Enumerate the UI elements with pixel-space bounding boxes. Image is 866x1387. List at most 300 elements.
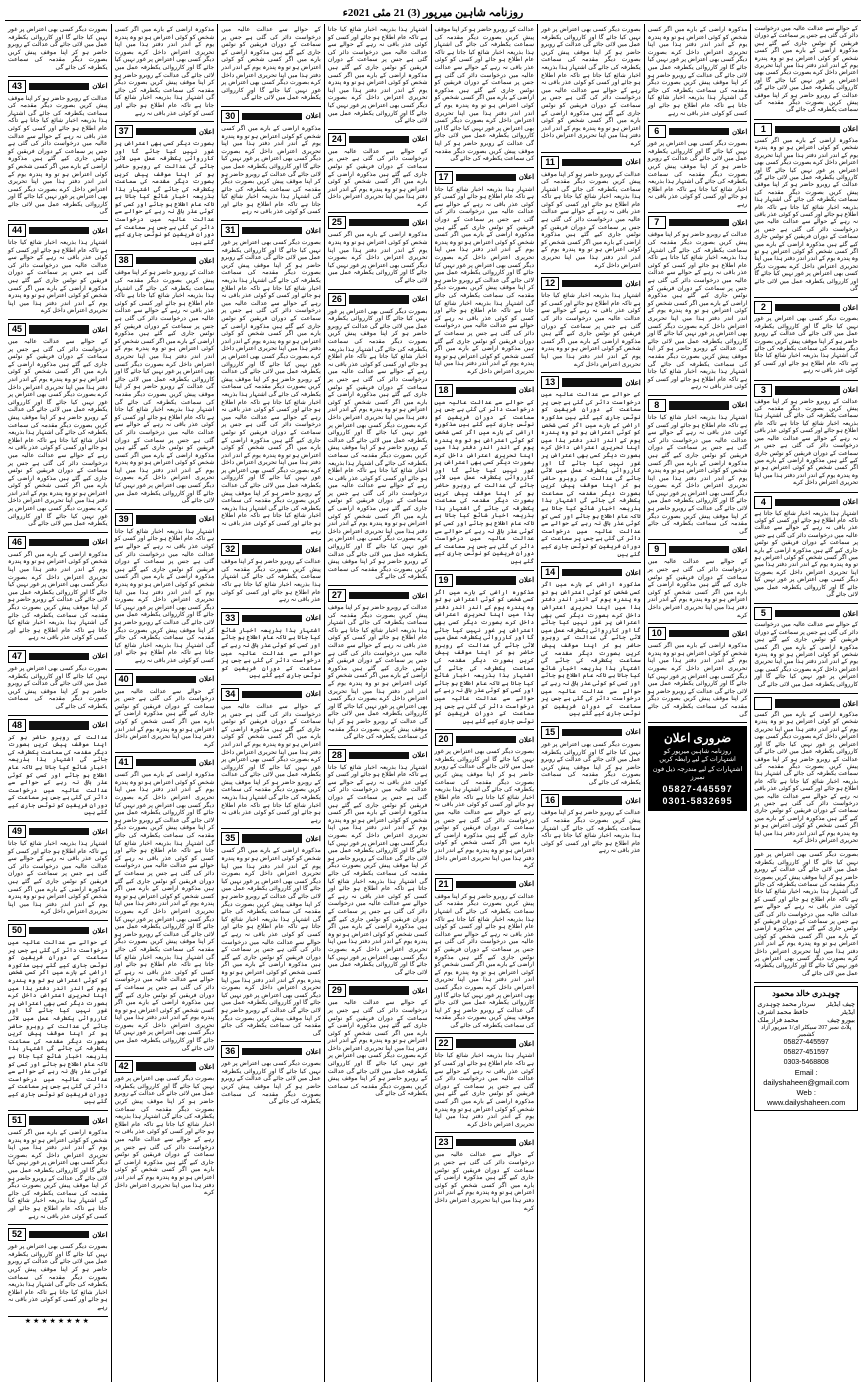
article-block[interactable] [754,298,858,380]
article-body: مذکورہ اراضی کے بارے میں اگر کسی شخص کو کوئی اعتراض ہو تو وہ پندرہ یوم کے اندر اندر دفتر ہذا میں اپنا تحریری اعتراض داخل کرے بصورت دیگر کسی بھی اعتراض پر غور نہیں کیا جائے گا اور کارروائی یکطرفہ عمل میں لائی جائے گی عدالت کے روبرو حاضر ہو کر اپنا موقف پیش کریں بصورت دیگر مقدمہ کی سماعت یکطرفہ کی جائے گی اشتہار ہذا بذریعہ اخبار شائع کیا جاتا ہے تاکہ عام اطلاع ہو جائے اور کسی کو کوئی عذر باقی نہ رہے کے حوالے سے عدالت عالیہ میں درخواست دائر کی گئی ہے جس پر سماعت کے دوران فریقین کو نوٹس جاری کیے گئے ہیں مذکورہ اراضی کے بارے میں اگر کسی شخص کو کوئی اعتراض ہو تو وہ پندرہ یوم کے اندر اندر دفتر ہذا میں اپنا تحریری اعتراض داخل کرے بصورت دیگر کسی بھی اعتراض پر غور نہیں کیا جائے گا اور کارروائی یکطرفہ عمل میں لائی جائے گی عدالت کے روبرو حاضر ہو کر اپنا موقف پیش کریں بصورت دیگر مقدمہ کی سماعت یکطرفہ کی جائے گی اشتہار ہذا بذریعہ اخبار شائع کیا جاتا ہے تاکہ عام اطلاع ہو جائے اور کسی کو کوئی عذر باقی نہ رہے کے حوالے سے عدالت عالیہ میں درخواست دائر کی گئی ہے جس پر سماعت کے دوران فریقین کو نوٹس جاری کیے گئے ہیں مذکورہ اراضی کے بارے میں اگر کسی شخص کو کوئی اعتراض ہو تو وہ پندرہ یوم کے اندر اندر دفتر ہذا میں اپنا تحریری اعتراض داخل کرے بصورت دیگر کسی بھی اعتراض پر غور نہیں کیا جائے گا اور کارروائی یکطرفہ عمل میں لائی جائے گی [114,771,215,1052]
article-block[interactable] [8,921,108,1111]
article-block[interactable] [754,493,858,605]
article-block[interactable] [221,829,321,1042]
article-tagline: اعلان [92,926,108,935]
article-tagline: اعلان [305,614,321,623]
article-tagline: اعلان [92,1116,108,1125]
article-headline [8,924,108,937]
article-block[interactable] [648,24,748,122]
article-body: کے حوالے سے عدالت عالیہ میں درخواست دائر کی گئی ہے جس پر سماعت کے دوران فریقین کو نوٹس جاری کیے گئے ہیں مذکورہ اراضی کے بارے میں اگر کسی شخص کو کوئی اعتراض ہو تو وہ پندرہ یوم کے اندر اندر دفتر ہذا میں اپنا تحریری اعتراض داخل کرے بصورت دیگر کسی بھی اعتراض پر غور نہیں کیا جائے گا اور کارروائی یکطرفہ عمل میں لائی جائے گی عدالت کے روبرو حاضر ہو کر اپنا موقف پیش کریں بصورت دیگر مقدمہ کی سماعت یکطرفہ کی جائے گی اشتہار ہذا بذریعہ اخبار شائع کیا جاتا ہے تاکہ عام اطلاع ہو جائے اور کسی کو کوئی عذر باقی نہ رہے [221,702,321,824]
article-body: اشتہار ہذا بذریعہ اخبار شائع کیا جاتا ہے تاکہ عام اطلاع ہو جائے اور کسی کو کوئی عذر باقی نہ رہے کے حوالے سے عدالت عالیہ میں درخواست دائر کی گئی ہے جس پر سماعت کے دوران فریقین کو نوٹس جاری کیے گئے ہیں مذکورہ اراضی کے بارے میں اگر کسی شخص کو کوئی اعتراض ہو تو وہ پندرہ یوم کے اندر اندر دفتر ہذا میں اپنا تحریری اعتراض داخل کرے بصورت دیگر کسی بھی اعتراض پر غور نہیں کیا جائے گا اور کارروائی یکطرفہ عمل میں لائی جائے گی [754,510,858,598]
article-block[interactable] [328,130,428,214]
article-tagline: اعلان [842,609,858,618]
article-block[interactable] [115,251,215,509]
article-block[interactable] [328,586,428,746]
headline-bar [456,387,516,394]
article-number: 23 [435,1136,453,1149]
article-tagline: اعلان [625,796,641,805]
article-headline [115,1060,215,1073]
article-number: 45 [8,323,26,336]
article-block[interactable] [8,647,108,716]
article-block[interactable] [435,1034,535,1133]
article-tagline: اعلان [412,986,428,995]
col-8 [5,24,111,1382]
article-block[interactable] [328,24,428,130]
article-block[interactable] [754,120,858,299]
article-block[interactable] [435,381,535,571]
article-body: مذکورہ اراضی کے بارے میں اگر کسی شخص کو کوئی اعتراض ہو تو وہ پندرہ یوم کے اندر اندر دفتر ہذا میں اپنا تحریری اعتراض داخل کرے بصورت دیگر کسی بھی اعتراض پر غور نہیں کیا جائے گا اور کارروائی یکطرفہ عمل میں لائی جائے گی عدالت کے روبرو حاضر ہو کر اپنا موقف پیش کریں بصورت دیگر مقدمہ کی سماعت یکطرفہ کی جائے گی اشتہار ہذا بذریعہ اخبار شائع کیا جاتا ہے تاکہ عام اطلاع ہو جائے اور کسی کو کوئی عذر باقی نہ رہے کے حوالے سے عدالت عالیہ میں درخواست دائر کی گئی ہے جس پر سماعت کے دوران فریقین کو نوٹس جاری کیے گئے ہیں مذکورہ اراضی کے بارے میں اگر کسی شخص کو کوئی اعتراض ہو تو وہ پندرہ یوم کے اندر اندر دفتر ہذا میں اپنا تحریری اعتراض داخل کرے [754,712,858,844]
article-number: 47 [8,650,26,663]
article-headline [328,133,428,146]
article-block[interactable] [648,213,748,395]
article-block[interactable] [221,221,321,540]
article-block[interactable] [221,24,321,107]
article-block[interactable] [221,1042,321,1110]
article-tagline: اعلان [518,576,535,585]
printer-name: چوہدری خالد محمود [772,989,841,999]
headline-bar [136,759,196,766]
article-headline [754,123,858,136]
headline-bar [456,736,516,743]
article-tagline: اعلان [518,735,535,744]
masthead [5,4,861,21]
imprint-email[interactable]: Email : dailyshaheen@gmail.com [763,1068,850,1088]
headline-bar [29,1231,89,1238]
headline-bar [456,576,516,585]
headline-bar [562,729,622,736]
article-headline [435,574,535,587]
article-tagline: اعلان [412,591,428,600]
article-headline [435,733,535,746]
article-tagline: اعلان [731,401,748,410]
article-number: 48 [8,719,26,732]
article-block[interactable] [435,571,535,731]
article-headline [541,794,641,807]
article-body: بصورت دیگر کسی بھی اعتراض پر غور نہیں کیا جائے گا اور کارروائی یکطرفہ عمل میں لائی جائے گی عدالت کے روبرو حاضر ہو کر اپنا موقف پیش کریں بصورت دیگر مقدمہ کی سماعت یکطرفہ کی جائے گی [541,740,641,786]
article-block[interactable] [541,563,641,723]
article-headline [8,1228,108,1241]
article-body: اشتہار ہذا بذریعہ اخبار شائع کیا جاتا ہے تاکہ عام اطلاع ہو جائے اور کسی کو کوئی عذر باقی نہ رہے کے حوالے سے عدالت عالیہ میں درخواست دائر کی گئی ہے جس پر سماعت کے دوران فریقین کو نوٹس جاری کیے گئے ہیں [221,626,321,680]
article-number: 22 [435,1037,453,1050]
article-tagline: اعلان [412,751,428,760]
article-headline [328,749,428,762]
article-block[interactable] [328,746,428,982]
article-body: بصورت دیگر کسی بھی اعتراض پر غور نہیں کیا جائے گا اور کارروائی یکطرفہ عمل میں لائی جائے گی عدالت کے روبرو حاضر ہو کر اپنا موقف پیش کریں بصورت دیگر مقدمہ کی سماعت یکطرفہ کی جائے گی [221,1060,321,1106]
article-body: مذکورہ اراضی کے بارے میں اگر کسی شخص کو کوئی اعتراض ہو تو وہ پندرہ یوم کے اندر اندر دفتر ہذا میں اپنا تحریری اعتراض داخل کرے بصورت دیگر کسی بھی اعتراض پر غور نہیں کیا جائے گا اور کارروائی یکطرفہ عمل میں لائی جائے گی عدالت کے روبرو حاضر ہو کر اپنا موقف پیش کریں بصورت دیگر مقدمہ کی سماعت یکطرفہ کی جائے گی اشتہار ہذا بذریعہ اخبار شائع کیا جاتا ہے تاکہ عام اطلاع ہو جائے اور کسی کو کوئی عذر باقی نہ رہے کے حوالے سے عدالت عالیہ میں درخواست دائر کی گئی ہے جس پر سماعت کے دوران فریقین کو نوٹس جاری کیے گئے ہیں [434,588,535,725]
article-headline [541,156,641,169]
article-body: اشتہار ہذا بذریعہ اخبار شائع کیا جاتا ہے تاکہ عام اطلاع ہو جائے اور کسی کو کوئی عذر باقی نہ رہے کے حوالے سے عدالت عالیہ میں درخواست دائر کی گئی ہے جس پر سماعت کے دوران فریقین کو نوٹس جاری کیے گئے ہیں مذکورہ اراضی کے بارے میں اگر کسی شخص کو کوئی اعتراض ہو تو وہ پندرہ یوم کے اندر اندر دفتر ہذا میں اپنا تحریری اعتراض داخل کرے [8,239,108,315]
article-block[interactable] [754,694,858,850]
article-tagline: اعلان [625,279,641,288]
article-number: 29 [328,984,346,997]
article-body: عدالت کے روبرو حاضر ہو کر اپنا موقف پیش کریں بصورت دیگر مقدمہ کی سماعت یکطرفہ کی جائے گی اشتہار ہذا بذریعہ اخبار شائع کیا جاتا ہے تاکہ عام اطلاع ہو جائے اور کسی کو کوئی عذر باقی نہ رہے کے حوالے سے عدالت عالیہ میں درخواست دائر کی گئی ہے جس پر سماعت کے دوران فریقین کو نوٹس جاری کیے گئے ہیں مذکورہ اراضی کے بارے میں اگر کسی شخص کو کوئی اعتراض ہو تو وہ پندرہ یوم کے اندر اندر دفتر ہذا میں اپنا تحریری اعتراض داخل کرے بصورت دیگر کسی بھی اعتراض پر غور نہیں کیا جائے گا اور کارروائی یکطرفہ عمل میں لائی جائے گی [8,94,108,216]
article-body: کے حوالے سے عدالت عالیہ میں درخواست دائر کی گئی ہے جس پر سماعت کے دوران فریقین کو نوٹس جاری کیے گئے ہیں مذکورہ اراضی کے بارے میں اگر کسی شخص کو کوئی اعتراض ہو تو وہ پندرہ یوم کے اندر اندر دفتر ہذا میں اپنا تحریری اعتراض داخل کرے [434,1151,535,1212]
article-headline [115,254,215,267]
article-tagline: اعلان [92,538,108,547]
headline-bar [669,630,729,637]
article-number: 15 [541,726,559,739]
article-body: اشتہار ہذا بذریعہ اخبار شائع کیا جاتا ہے تاکہ عام اطلاع ہو جائے اور کسی کو کوئی عذر باقی نہ رہے کے حوالے سے عدالت عالیہ میں درخواست دائر کی گئی ہے جس پر سماعت کے دوران فریقین کو نوٹس جاری کیے گئے ہیں مذکورہ اراضی کے بارے میں اگر کسی شخص کو کوئی اعتراض ہو تو وہ پندرہ یوم کے اندر اندر دفتر ہذا میں اپنا تحریری اعتراض داخل کرے [434,1052,535,1128]
article-block[interactable] [754,604,858,694]
article-body: اشتہار ہذا بذریعہ اخبار شائع کیا جاتا ہے تاکہ عام اطلاع ہو جائے اور کسی کو کوئی عذر باقی نہ رہے کے حوالے سے عدالت عالیہ میں درخواست دائر کی گئی ہے جس پر سماعت کے دوران فریقین کو نوٹس جاری کیے گئے ہیں مذکورہ اراضی کے بارے میں اگر کسی شخص کو کوئی اعتراض ہو تو وہ پندرہ یوم کے اندر اندر دفتر ہذا میں اپنا تحریری اعتراض داخل کرے [541,292,641,368]
article-body: بصورت دیگر کسی بھی اعتراض پر غور نہیں کیا جائے گا اور کارروائی یکطرفہ عمل میں لائی جائے گی عدالت کے روبرو حاضر ہو کر اپنا موقف پیش کریں بصورت دیگر مقدمہ کی سماعت یکطرفہ کی جائے گی اشتہار ہذا بذریعہ اخبار شائع کیا جاتا ہے تاکہ عام اطلاع ہو جائے اور کسی کو کوئی عذر باقی نہ رہے [754,316,858,375]
article-headline [754,697,858,710]
article-body: عدالت کے روبرو حاضر ہو کر اپنا موقف پیش کریں بصورت دیگر مقدمہ کی سماعت یکطرفہ کی جائے گی اشتہار ہذا بذریعہ اخبار شائع کیا جاتا ہے تاکہ عام اطلاع ہو جائے اور کسی کو کوئی عذر باقی نہ رہے کے حوالے سے عدالت عالیہ میں درخواست دائر کی گئی ہے جس پر سماعت کے دوران فریقین کو نوٹس جاری کیے گئے ہیں [8,733,108,817]
article-headline [221,543,321,556]
article-block[interactable] [221,609,321,685]
article-block[interactable] [221,107,321,221]
article-headline [8,1114,108,1127]
urgent-notice-phone-1[interactable]: 05827-445597 [662,784,733,795]
article-block[interactable] [541,153,641,275]
article-tagline: اعلان [731,629,748,638]
article-tagline: اعلان [198,515,215,524]
article-body: اشتہار ہذا بذریعہ اخبار شائع کیا جاتا ہے تاکہ عام اطلاع ہو جائے اور کسی کو کوئی عذر باقی نہ رہے کے حوالے سے عدالت عالیہ میں درخواست دائر کی گئی ہے جس پر سماعت کے دوران فریقین کو نوٹس جاری کیے گئے ہیں مذکورہ اراضی کے بارے میں اگر کسی شخص کو کوئی اعتراض ہو تو وہ پندرہ یوم کے اندر اندر دفتر ہذا میں اپنا تحریری اعتراض داخل کرے بصورت دیگر کسی بھی اعتراض پر غور نہیں کیا جائے گا اور کارروائی یکطرفہ عمل میں لائی جائے گی عدالت کے روبرو حاضر ہو کر اپنا موقف پیش کریں بصورت دیگر مقدمہ کی سماعت یکطرفہ کی جائے گی [647,413,748,535]
article-headline [221,688,321,701]
article-number: 20 [435,733,453,746]
headline-bar [669,546,729,553]
imprint-website[interactable]: Web : www.dailyshaheen.com [767,1088,846,1108]
article-headline [328,984,428,997]
headline-bar [456,1139,516,1146]
article-block[interactable] [541,723,641,792]
article-number: 18 [435,384,453,397]
article-body: عدالت کے روبرو حاضر ہو کر اپنا موقف پیش کریں بصورت دیگر مقدمہ کی سماعت یکطرفہ کی جائے گی اشتہار ہذا بذریعہ اخبار شائع کیا جاتا ہے تاکہ عام اطلاع ہو جائے اور کسی کو کوئی عذر باقی نہ رہے کے حوالے سے عدالت عالیہ میں درخواست دائر کی گئی ہے جس پر سماعت کے دوران فریقین کو نوٹس جاری کیے گئے ہیں مذکورہ اراضی کے بارے میں اگر کسی شخص کو کوئی اعتراض ہو تو وہ پندرہ یوم کے اندر اندر دفتر ہذا میں اپنا تحریری اعتراض داخل کرے بصورت دیگر کسی بھی اعتراض پر غور نہیں کیا جائے گا اور کارروائی یکطرفہ عمل میں لائی جائے گی عدالت کے روبرو حاضر ہو کر اپنا موقف پیش کریں بصورت دیگر مقدمہ کی سماعت یکطرفہ کی جائے گی اشتہار ہذا بذریعہ اخبار شائع کیا جاتا ہے تاکہ عام اطلاع ہو جائے اور کسی کو کوئی عذر باقی نہ رہے [647,231,748,391]
article-number: 44 [8,224,26,237]
article-number: 14 [541,566,559,579]
article-block[interactable] [8,24,108,77]
headline-bar [242,691,302,698]
article-body: عدالت کے روبرو حاضر ہو کر اپنا موقف پیش کریں بصورت دیگر مقدمہ کی سماعت یکطرفہ کی جائے گی اشتہار ہذا بذریعہ اخبار شائع کیا جاتا ہے تاکہ عام اطلاع ہو جائے اور کسی کو کوئی عذر باقی نہ رہے کے حوالے سے عدالت عالیہ میں درخواست دائر کی گئی ہے جس پر سماعت کے دوران فریقین کو نوٹس جاری کیے گئے ہیں مذکورہ اراضی کے بارے میں اگر کسی شخص کو کوئی اعتراض ہو تو وہ پندرہ یوم کے اندر اندر دفتر ہذا میں اپنا تحریری اعتراض داخل کرے [541,170,641,269]
article-block[interactable] [8,1225,108,1316]
article-headline [541,726,641,739]
headline-bar [242,615,302,622]
article-tagline: اعلان [518,880,535,889]
article-body: اشتہار ہذا بذریعہ اخبار شائع کیا جاتا ہے تاکہ عام اطلاع ہو جائے اور کسی کو کوئی عذر باقی نہ رہے کے حوالے سے عدالت عالیہ میں درخواست دائر کی گئی ہے جس پر سماعت کے دوران فریقین کو نوٹس جاری کیے گئے ہیں مذکورہ اراضی کے بارے میں اگر کسی شخص کو کوئی اعتراض ہو تو وہ پندرہ یوم کے اندر اندر دفتر ہذا میں اپنا تحریری اعتراض داخل کرے بصورت دیگر کسی بھی اعتراض پر غور نہیں کیا جائے گا اور کارروائی یکطرفہ عمل میں لائی جائے گی [327,26,428,125]
article-block[interactable] [754,850,858,983]
article-block[interactable] [115,24,215,122]
article-body: کے حوالے سے عدالت عالیہ میں درخواست دائر کی گئی ہے جس پر سماعت کے دوران فریقین کو نوٹس جاری کیے گئے ہیں مذکورہ اراضی کے بارے میں اگر کسی شخص کو کوئی اعتراض ہو تو وہ پندرہ یوم کے اندر اندر دفتر ہذا میں اپنا تحریری اعتراض داخل کرے [114,687,215,748]
article-headline [8,650,108,663]
article-body: بصورت دیگر کسی بھی اعتراض پر غور نہیں کیا جائے گا اور کارروائی یکطرفہ عمل میں لائی جائے گی عدالت کے روبرو حاضر ہو کر اپنا موقف پیش کریں بصورت دیگر مقدمہ کی سماعت یکطرفہ کی جائے گی اشتہار ہذا بذریعہ اخبار شائع کیا جاتا ہے تاکہ عام اطلاع ہو جائے اور کسی کو کوئی عذر باقی نہ رہے [647,140,748,208]
article-tagline: اعلان [92,652,108,661]
article-block[interactable] [541,791,641,859]
article-body: عدالت کے روبرو حاضر ہو کر اپنا موقف پیش کریں بصورت دیگر مقدمہ کی سماعت یکطرفہ کی جائے گی اشتہار ہذا بذریعہ اخبار شائع کیا جاتا ہے تاکہ عام اطلاع ہو جائے اور کسی کو کوئی عذر باقی نہ رہے کے حوالے سے عدالت عالیہ میں درخواست دائر کی گئی ہے جس پر سماعت کے دوران فریقین کو نوٹس جاری کیے گئے ہیں مذکورہ اراضی کے بارے میں اگر کسی شخص کو کوئی اعتراض ہو تو وہ پندرہ یوم کے اندر اندر دفتر ہذا میں اپنا تحریری اعتراض داخل کرے بصورت دیگر کسی بھی اعتراض پر غور نہیں کیا جائے گا اور کارروائی یکطرفہ عمل میں لائی جائے گی عدالت کے روبرو حاضر ہو کر اپنا موقف پیش کریں بصورت دیگر مقدمہ کی سماعت یکطرفہ کی جائے گی [327,604,428,741]
article-block[interactable] [221,540,321,609]
article-body: کے حوالے سے عدالت عالیہ میں درخواست دائر کی گئی ہے جس پر سماعت کے دوران فریقین کو نوٹس جاری کیے گئے ہیں مذکورہ اراضی کے بارے میں اگر کسی شخص کو کوئی اعتراض ہو تو وہ پندرہ یوم کے اندر اندر دفتر ہذا میں اپنا تحریری اعتراض داخل کرے بصورت دیگر کسی بھی اعتراض پر غور نہیں کیا جائے گا اور کارروائی یکطرفہ عمل میں لائی جائے گی [754,622,858,688]
article-number: 16 [541,794,559,807]
headline-bar [29,83,89,90]
article-headline [8,323,108,336]
headline-bar [136,128,196,135]
headline-bar [669,219,729,226]
article-headline [115,513,215,526]
article-tagline: اعلان [731,545,748,554]
article-body: بصورت دیگر کسی بھی اعتراض پر غور نہیں کیا جائے گا اور کارروائی یکطرفہ عمل میں لائی جائے گی عدالت کے روبرو حاضر ہو کر اپنا موقف پیش کریں بصورت دیگر مقدمہ کی سماعت یکطرفہ کی جائے گی اشتہار ہذا بذریعہ اخبار شائع کیا جاتا ہے تاکہ عام اطلاع ہو جائے اور کسی کو کوئی عذر باقی نہ رہے کے حوالے سے عدالت عالیہ میں درخواست دائر کی گئی ہے جس پر سماعت کے دوران فریقین کو نوٹس جاری کیے گئے ہیں مذکورہ اراضی کے بارے میں اگر کسی شخص کو کوئی اعتراض ہو تو وہ پندرہ یوم کے اندر اندر دفتر ہذا میں اپنا تحریری اعتراض داخل کرے بصورت دیگر کسی بھی اعتراض پر غور نہیں کیا جائے گا اور کارروائی یکطرفہ عمل میں لائی جائے گی عدالت کے روبرو حاضر ہو کر اپنا موقف پیش کریں بصورت دیگر مقدمہ کی سماعت یکطرفہ کی جائے گی اشتہار ہذا بذریعہ اخبار شائع کیا جاتا ہے تاکہ عام اطلاع ہو جائے اور کسی کو کوئی عذر باقی نہ رہے کے حوالے سے عدالت عالیہ میں درخواست دائر کی گئی ہے جس پر سماعت کے دوران فریقین کو نوٹس جاری کیے گئے ہیں مذکورہ اراضی کے بارے میں اگر کسی شخص کو کوئی اعتراض ہو تو وہ پندرہ یوم کے اندر اندر دفتر ہذا میں اپنا تحریری اعتراض داخل کرے بصورت دیگر کسی بھی اعتراض پر غور نہیں کیا جائے گا اور کارروائی یکطرفہ عمل میں لائی جائے گی عدالت کے روبرو حاضر ہو کر اپنا موقف پیش کریں بصورت دیگر مقدمہ کی سماعت یکطرفہ کی جائے گی اشتہار ہذا بذریعہ اخبار شائع کیا جاتا ہے تاکہ عام اطلاع ہو جائے اور کسی کو کوئی عذر باقی نہ رہے [221,239,321,535]
article-block[interactable] [648,624,748,723]
article-block[interactable] [115,753,215,1057]
article-body: کے حوالے سے عدالت عالیہ میں درخواست دائر کی گئی ہے جس پر سماعت کے دوران فریقین کو نوٹس جاری کیے گئے ہیں مذکورہ اراضی کے بارے میں اگر کسی شخص کو کوئی اعتراض ہو تو وہ پندرہ یوم کے اندر اندر دفتر ہذا میں اپنا تحریری اعتراض داخل کرے [327,147,428,208]
article-number: 41 [115,756,133,769]
urgent-notice-subline: اشتہارات کے لیے مندرجہ ذیل فون نمبرز [652,766,743,782]
article-number: 26 [328,293,346,306]
headline-bar [349,136,409,143]
article-headline [115,756,215,769]
article-tagline: اعلان [412,135,428,144]
headline-bar [349,219,409,226]
headline-bar [29,721,89,730]
article-headline [8,224,108,237]
article-headline [648,543,748,556]
article-block[interactable] [754,24,858,120]
article-body: بصورت دیگر کسی بھی اعتراض پر غور نہیں کیا جائے گا اور کارروائی یکطرفہ عمل میں لائی جائے گی عدالت کے روبرو حاضر ہو کر اپنا موقف پیش کریں بصورت دیگر مقدمہ کی سماعت یکطرفہ کی جائے گی اشتہار ہذا بذریعہ اخبار شائع کیا جاتا ہے تاکہ عام اطلاع ہو جائے اور کسی کو کوئی عذر باقی نہ رہے کے حوالے سے عدالت عالیہ میں درخواست دائر کی گئی ہے جس پر سماعت کے دوران فریقین کو نوٹس جاری کیے گئے ہیں مذکورہ اراضی کے بارے میں اگر کسی شخص کو کوئی اعتراض ہو تو وہ پندرہ یوم کے اندر اندر دفتر ہذا میں اپنا تحریری اعتراض داخل کرے [114,1075,215,1197]
article-number: 12 [541,277,559,290]
article-block[interactable] [8,221,108,320]
article-number: 32 [221,543,239,556]
article-body: بصورت دیگر کسی بھی اعتراض پر غور نہیں کیا جائے گا اور کارروائی یکطرفہ عمل میں لائی جائے گی عدالت کے روبرو حاضر ہو کر اپنا موقف پیش کریں بصورت دیگر مقدمہ کی سماعت یکطرفہ کی جائے گی اشتہار ہذا بذریعہ اخبار شائع کیا جاتا ہے تاکہ عام اطلاع ہو جائے اور کسی کو کوئی عذر باقی نہ رہے کے حوالے سے عدالت عالیہ میں درخواست دائر کی گئی ہے جس پر سماعت کے دوران فریقین کو نوٹس جاری کیے گئے ہیں مذکورہ اراضی کے بارے میں اگر کسی شخص کو کوئی اعتراض ہو تو وہ پندرہ یوم کے اندر اندر دفتر ہذا میں اپنا تحریری اعتراض داخل کرے [541,26,641,147]
article-body: اشتہار ہذا بذریعہ اخبار شائع کیا جاتا ہے تاکہ عام اطلاع ہو جائے اور کسی کو کوئی عذر باقی نہ رہے کے حوالے سے عدالت عالیہ میں درخواست دائر کی گئی ہے جس پر سماعت کے دوران فریقین کو نوٹس جاری کیے گئے ہیں مذکورہ اراضی کے بارے میں اگر کسی شخص کو کوئی اعتراض ہو تو وہ پندرہ یوم کے اندر اندر دفتر ہذا میں اپنا تحریری اعتراض داخل کرے [8,840,108,916]
article-block[interactable] [435,24,535,168]
article-block[interactable] [648,122,748,213]
article-tagline: اعلان [92,325,108,334]
article-number: 2 [754,301,772,314]
article-block[interactable] [115,510,215,670]
article-headline [435,384,535,397]
article-tagline: اعلان [305,1047,321,1056]
article-number: 35 [221,832,239,845]
article-tagline: اعلان [518,386,535,395]
article-number: 24 [328,133,346,146]
article-block[interactable] [328,290,428,586]
article-body: عدالت کے روبرو حاضر ہو کر اپنا موقف پیش کریں بصورت دیگر مقدمہ کی سماعت یکطرفہ کی جائے گی اشتہار ہذا بذریعہ اخبار شائع کیا جاتا ہے تاکہ عام اطلاع ہو جائے اور کسی کو کوئی عذر باقی نہ رہے کے حوالے سے عدالت عالیہ میں درخواست دائر کی گئی ہے جس پر سماعت کے دوران فریقین کو نوٹس جاری کیے گئے ہیں مذکورہ اراضی کے بارے میں اگر کسی شخص کو کوئی اعتراض ہو تو وہ پندرہ یوم کے اندر اندر دفتر ہذا میں اپنا تحریری اعتراض داخل کرے بصورت دیگر کسی بھی اعتراض پر غور نہیں کیا جائے گا اور کارروائی یکطرفہ عمل میں لائی جائے گی عدالت کے روبرو حاضر ہو کر اپنا موقف پیش کریں بصورت دیگر مقدمہ کی سماعت یکطرفہ کی جائے گی [434,892,535,1029]
article-body: اشتہار ہذا بذریعہ اخبار شائع کیا جاتا ہے تاکہ عام اطلاع ہو جائے اور کسی کو کوئی عذر باقی نہ رہے کے حوالے سے عدالت عالیہ میں درخواست دائر کی گئی ہے جس پر سماعت کے دوران فریقین کو نوٹس جاری کیے گئے ہیں مذکورہ اراضی کے بارے میں اگر کسی شخص کو کوئی اعتراض ہو تو وہ پندرہ یوم کے اندر اندر دفتر ہذا میں اپنا تحریری اعتراض داخل کرے بصورت دیگر کسی بھی اعتراض پر غور نہیں کیا جائے گا اور کارروائی یکطرفہ عمل میں لائی جائے گی عدالت کے روبرو حاضر ہو کر اپنا موقف پیش کریں بصورت دیگر مقدمہ کی سماعت یکطرفہ کی جائے گی اشتہار ہذا بذریعہ اخبار شائع کیا جاتا ہے تاکہ عام اطلاع ہو جائے اور کسی کو کوئی عذر باقی نہ رہے [114,527,215,664]
article-tagline: اعلان [305,112,321,121]
article-headline [648,399,748,412]
article-number: 52 [8,1228,26,1241]
article-body: مذکورہ اراضی کے بارے میں اگر کسی شخص کو کوئی اعتراض ہو تو وہ پندرہ یوم کے اندر اندر دفتر ہذا میں اپنا تحریری اعتراض داخل کرے بصورت دیگر کسی بھی اعتراض پر غور نہیں کیا جائے گا اور کارروائی یکطرفہ عمل میں لائی جائے گی عدالت کے روبرو حاضر ہو کر اپنا موقف پیش کریں بصورت دیگر مقدمہ کی سماعت یکطرفہ کی جائے گی اشتہار ہذا بذریعہ اخبار شائع کیا جاتا ہے تاکہ عام اطلاع ہو جائے اور کسی کو کوئی عذر باقی نہ رہے [221,124,321,216]
imprint-phone-2[interactable]: 05827-451597 [783,1049,829,1057]
article-number: 6 [648,125,666,138]
headline-bar [349,295,409,304]
article-headline [754,496,858,509]
headline-bar [775,304,839,311]
article-headline [221,1045,321,1058]
article-block[interactable] [328,981,428,1102]
article-headline [221,612,321,625]
article-body: مذکورہ اراضی کے بارے میں اگر کسی شخص کو کوئی اعتراض ہو تو وہ پندرہ یوم کے اندر اندر دفتر ہذا میں اپنا تحریری اعتراض داخل کرے بصورت دیگر کسی بھی اعتراض پر غور نہیں کیا جائے گا اور کارروائی یکطرفہ عمل میں لائی جائے گی [327,231,428,285]
headline-bar [456,174,516,181]
col-4 [431,24,538,1382]
headline-bar [562,796,622,805]
article-block[interactable] [115,670,215,754]
headline-bar [456,1039,516,1048]
article-block[interactable] [8,320,108,533]
article-block[interactable] [435,730,535,875]
article-headline [541,566,641,579]
imprint-panel [754,986,858,1111]
imprint-phone-3[interactable]: 0303-5468808 [783,1059,829,1067]
article-body: مذکورہ اراضی کے بارے میں اگر کسی شخص کو کوئی اعتراض ہو تو وہ پندرہ یوم کے اندر اندر دفتر ہذا میں اپنا تحریری اعتراض داخل کرے بصورت دیگر کسی بھی اعتراض پر غور نہیں کیا جائے گا اور کارروائی یکطرفہ عمل میں لائی جائے گی عدالت کے روبرو حاضر ہو کر اپنا موقف پیش کریں بصورت دیگر مقدمہ کی سماعت یکطرفہ کی جائے گی [647,642,748,718]
article-number: 49 [8,825,26,838]
article-number: 11 [541,156,559,169]
article-body: مذکورہ اراضی کے بارے میں اگر کسی شخص کو کوئی اعتراض ہو تو وہ پندرہ یوم کے اندر اندر دفتر ہذا میں اپنا تحریری اعتراض داخل کرے بصورت دیگر کسی بھی اعتراض پر غور نہیں کیا جائے گا اور کارروائی یکطرفہ عمل میں لائی جائے گی عدالت کے روبرو حاضر ہو کر اپنا موقف پیش کریں بصورت دیگر مقدمہ کی سماعت یکطرفہ کی جائے گی اشتہار ہذا بذریعہ اخبار شائع کیا جاتا ہے تاکہ عام اطلاع ہو جائے اور کسی کو کوئی عذر باقی نہ رہے کے حوالے سے عدالت عالیہ میں درخواست دائر کی گئی ہے جس پر سماعت کے دوران فریقین کو نوٹس جاری کیے گئے ہیں مذکورہ اراضی کے بارے میں اگر کسی شخص کو کوئی اعتراض ہو تو وہ پندرہ یوم کے اندر اندر دفتر ہذا میں اپنا تحریری اعتراض داخل کرے بصورت دیگر کسی بھی اعتراض پر غور نہیں کیا جائے گا اور کارروائی یکطرفہ عمل میں لائی جائے گی عدالت کے روبرو حاضر ہو کر اپنا موقف پیش کریں بصورت دیگر مقدمہ کی سماعت یکطرفہ کی جائے گی [221,847,321,1037]
article-headline [648,627,748,640]
headline-bar [349,752,409,759]
article-block[interactable] [435,168,535,381]
article-headline [221,224,321,237]
article-body: کے حوالے سے عدالت عالیہ میں درخواست دائر کی گئی ہے جس پر سماعت کے دوران فریقین کو نوٹس جاری کیے گئے ہیں مذکورہ اراضی کے بارے میں اگر کسی شخص کو کوئی اعتراض ہو تو وہ پندرہ یوم کے اندر اندر دفتر ہذا میں اپنا تحریری اعتراض داخل کرے [647,558,748,619]
imprint-role-3: بیورو چیف [827,1017,855,1025]
headline-bar [242,1048,302,1055]
headline-bar [349,986,409,995]
article-number: 34 [221,688,239,701]
article-block[interactable] [435,875,535,1035]
article-body: مذکورہ اراضی کے بارے میں اگر کسی شخص کو کوئی اعتراض ہو تو وہ پندرہ یوم کے اندر اندر دفتر ہذا میں اپنا تحریری اعتراض داخل کرے بصورت دیگر کسی بھی اعتراض پر غور نہیں کیا جائے گا اور کارروائی یکطرفہ عمل میں لائی جائے گی عدالت کے روبرو حاضر ہو کر اپنا موقف پیش کریں بصورت دیگر مقدمہ کی سماعت یکطرفہ کی جائے گی اشتہار ہذا بذریعہ اخبار شائع کیا جاتا ہے تاکہ عام اطلاع ہو جائے اور کسی کو کوئی عذر باقی نہ رہے [8,550,108,642]
article-number: 25 [328,216,346,229]
article-headline [328,293,428,306]
article-number: 21 [435,878,453,891]
imprint-phone-1[interactable]: 05827-445597 [783,1039,829,1047]
article-body: عدالت کے روبرو حاضر ہو کر اپنا موقف پیش کریں بصورت دیگر مقدمہ کی سماعت یکطرفہ کی جائے گی اشتہار ہذا بذریعہ اخبار شائع کیا جاتا ہے تاکہ عام اطلاع ہو جائے اور کسی کو کوئی عذر باقی نہ رہے کے حوالے سے عدالت عالیہ میں درخواست دائر کی گئی ہے جس پر سماعت کے دوران فریقین کو نوٹس جاری کیے گئے ہیں مذکورہ اراضی کے بارے میں اگر کسی شخص کو کوئی اعتراض ہو تو وہ پندرہ یوم کے اندر اندر دفتر ہذا میں اپنا تحریری اعتراض داخل کرے [754,398,858,487]
headline-bar [456,881,516,888]
headline-bar [29,325,89,334]
headline-bar [242,834,302,843]
article-body: اشتہار ہذا بذریعہ اخبار شائع کیا جاتا ہے تاکہ عام اطلاع ہو جائے اور کسی کو کوئی عذر باقی نہ رہے کے حوالے سے عدالت عالیہ میں درخواست دائر کی گئی ہے جس پر سماعت کے دوران فریقین کو نوٹس جاری کیے گئے ہیں مذکورہ اراضی کے بارے میں اگر کسی شخص کو کوئی اعتراض ہو تو وہ پندرہ یوم کے اندر اندر دفتر ہذا میں اپنا تحریری اعتراض داخل کرے بصورت دیگر کسی بھی اعتراض پر غور نہیں کیا جائے گا اور کارروائی یکطرفہ عمل میں لائی جائے گی عدالت کے روبرو حاضر ہو کر اپنا موقف پیش کریں بصورت دیگر مقدمہ کی سماعت یکطرفہ کی جائے گی اشتہار ہذا بذریعہ اخبار شائع کیا جاتا ہے تاکہ عام اطلاع ہو جائے اور کسی کو کوئی عذر باقی نہ رہے کے حوالے سے عدالت عالیہ میں درخواست دائر کی گئی ہے جس پر سماعت کے دوران فریقین کو نوٹس جاری کیے گئے ہیں مذکورہ اراضی کے بارے میں اگر کسی شخص کو کوئی اعتراض ہو تو وہ پندرہ یوم کے اندر اندر دفتر ہذا میں اپنا تحریری اعتراض داخل کرے بصورت دیگر کسی بھی اعتراض پر غور نہیں کیا جائے گا اور کارروائی یکطرفہ عمل میں لائی جائے گی [327,763,428,976]
headline-bar [562,378,622,387]
article-headline [648,125,748,138]
article-number: 19 [435,574,453,587]
article-number: 30 [221,110,239,123]
article-body: بصورت دیگر کسی بھی اعتراض پر غور نہیں کیا جائے گا اور کارروائی یکطرفہ عمل میں لائی جائے گی عدالت کے روبرو حاضر ہو کر اپنا موقف پیش کریں بصورت دیگر مقدمہ کی سماعت یکطرفہ کی جائے گی [8,664,108,710]
article-block[interactable] [8,77,108,222]
masthead-title: روزنامہ شاہین میرپور (3) 21 مئی 2021ء [342,6,524,19]
article-headline [328,216,428,229]
headline-bar [242,227,302,234]
article-block[interactable] [8,1111,108,1225]
urgent-notice-ad[interactable] [648,726,748,811]
imprint-name-1: سردار محمد چوہدری [757,1001,816,1009]
article-headline [8,80,108,93]
article-body: کے حوالے سے عدالت عالیہ میں درخواست دائر کی گئی ہے جس پر سماعت کے دوران فریقین کو نوٹس جاری کیے گئے ہیں مذکورہ اراضی کے بارے میں اگر کسی شخص کو کوئی اعتراض ہو تو وہ پندرہ یوم کے اندر اندر دفتر ہذا میں اپنا تحریری اعتراض داخل کرے بصورت دیگر کسی بھی اعتراض پر غور نہیں کیا جائے گا اور کارروائی یکطرفہ عمل میں لائی جائے گی عدالت کے روبرو حاضر ہو کر اپنا موقف پیش کریں بصورت دیگر مقدمہ کی سماعت یکطرفہ کی جائے گی [327,999,428,1098]
article-headline [328,589,428,602]
imprint-address: پلاٹ نمبر 207 سیکٹر ای/1 میرپور آزاد کشمیر [761,1025,852,1039]
article-block[interactable] [8,716,108,823]
article-number: 1 [754,123,772,136]
article-block[interactable] [115,1057,215,1201]
article-tagline: اعلان [842,303,858,312]
col-6 [217,24,324,1382]
col-2 [644,24,751,1382]
headline-bar [29,653,89,660]
article-tagline: اعلان [305,834,321,843]
urgent-notice-phone-2[interactable]: 0301-5832695 [662,796,733,807]
article-tagline: اعلان [92,82,108,91]
article-tagline: اعلان [842,386,858,395]
headline-bar [775,699,839,708]
col-7 [111,24,218,1382]
article-headline [754,607,858,620]
headline-bar [562,159,622,166]
article-block[interactable] [541,24,641,153]
urgent-notice-title: ضروری اعلان [663,731,732,746]
article-block[interactable] [648,540,748,624]
headline-bar [136,257,196,264]
article-number: 40 [115,673,133,686]
article-number: 8 [648,399,666,412]
article-number: 42 [115,1060,133,1073]
article-tagline: اعلان [198,256,215,265]
article-body: عدالت کے روبرو حاضر ہو کر اپنا موقف پیش کریں بصورت دیگر مقدمہ کی سماعت یکطرفہ کی جائے گی اشتہار ہذا بذریعہ اخبار شائع کیا جاتا ہے تاکہ عام اطلاع ہو جائے اور کسی کو کوئی عذر باقی نہ رہے کے حوالے سے عدالت عالیہ میں درخواست دائر کی گئی ہے جس پر سماعت کے دوران فریقین کو نوٹس جاری کیے گئے ہیں مذکورہ اراضی کے بارے میں اگر کسی شخص کو کوئی اعتراض ہو تو وہ پندرہ یوم کے اندر اندر دفتر ہذا میں اپنا تحریری اعتراض داخل کرے بصورت دیگر کسی بھی اعتراض پر غور نہیں کیا جائے گا اور کارروائی یکطرفہ عمل میں لائی جائے گی عدالت کے روبرو حاضر ہو کر اپنا موقف پیش کریں بصورت دیگر مقدمہ کی سماعت یکطرفہ کی جائے گی [434,26,535,163]
article-tagline: اعلان [842,498,858,507]
article-tagline: اعلان [198,758,215,767]
headline-bar [775,126,839,133]
article-body: کے حوالے سے عدالت عالیہ میں درخواست دائر کی گئی ہے جس پر سماعت کے دوران فریقین کو نوٹس جاری کیے گئے ہیں مذکورہ اراضی کے بارے میں اگر کسی شخص کو کوئی اعتراض ہو تو وہ پندرہ یوم کے اندر اندر دفتر ہذا میں اپنا تحریری اعتراض داخل کرے بصورت دیگر کسی بھی اعتراض پر غور نہیں کیا جائے گا اور کارروائی یکطرفہ عمل میں لائی جائے گی عدالت کے روبرو حاضر ہو کر اپنا موقف پیش کریں بصورت دیگر مقدمہ کی سماعت یکطرفہ کی جائے گی اشتہار ہذا بذریعہ اخبار شائع کیا جاتا ہے تاکہ عام اطلاع ہو جائے اور کسی کو کوئی عذر باقی نہ رہے کے حوالے سے عدالت عالیہ میں درخواست دائر کی گئی ہے جس پر سماعت کے دوران فریقین کو نوٹس جاری کیے گئے ہیں [434,398,535,565]
article-block[interactable] [221,685,321,830]
article-block[interactable] [541,274,641,373]
article-headline [8,536,108,549]
article-body: بصورت دیگر کسی بھی اعتراض پر غور نہیں کیا جائے گا اور کارروائی یکطرفہ عمل میں لائی جائے گی عدالت کے روبرو حاضر ہو کر اپنا موقف پیش کریں بصورت دیگر مقدمہ کی سماعت یکطرفہ کی جائے گی [8,26,108,71]
article-body: کے حوالے سے عدالت عالیہ میں درخواست دائر کی گئی ہے جس پر سماعت کے دوران فریقین کو نوٹس جاری کیے گئے ہیں مذکورہ اراضی کے بارے میں اگر کسی شخص کو کوئی اعتراض ہو تو وہ پندرہ یوم کے اندر اندر دفتر ہذا میں اپنا تحریری اعتراض داخل کرے بصورت دیگر کسی بھی اعتراض پر غور نہیں کیا جائے گا اور کارروائی یکطرفہ عمل میں لائی جائے گی عدالت کے روبرو حاضر ہو کر اپنا موقف پیش کریں بصورت دیگر مقدمہ کی سماعت یکطرفہ کی جائے گی اشتہار ہذا بذریعہ اخبار شائع کیا جاتا ہے تاکہ عام اطلاع ہو جائے اور کسی کو کوئی عذر باقی نہ رہے کے حوالے سے عدالت عالیہ میں درخواست دائر کی گئی ہے جس پر سماعت کے دوران فریقین کو نوٹس جاری کیے گئے ہیں [8,939,108,1106]
article-body: اشتہار ہذا بذریعہ اخبار شائع کیا جاتا ہے تاکہ عام اطلاع ہو جائے اور کسی کو کوئی عذر باقی نہ رہے کے حوالے سے عدالت عالیہ میں درخواست دائر کی گئی ہے جس پر سماعت کے دوران فریقین کو نوٹس جاری کیے گئے ہیں مذکورہ اراضی کے بارے میں اگر کسی شخص کو کوئی اعتراض ہو تو وہ پندرہ یوم کے اندر اندر دفتر ہذا میں اپنا تحریری اعتراض داخل کرے بصورت دیگر کسی بھی اعتراض پر غور نہیں کیا جائے گا اور کارروائی یکطرفہ عمل میں لائی جائے گی عدالت کے روبرو حاضر ہو کر اپنا موقف پیش کریں بصورت دیگر مقدمہ کی سماعت یکطرفہ کی جائے گی اشتہار ہذا بذریعہ اخبار شائع کیا جاتا ہے تاکہ عام اطلاع ہو جائے اور کسی کو کوئی عذر باقی نہ رہے کے حوالے سے عدالت عالیہ میں درخواست دائر کی گئی ہے جس پر سماعت کے دوران فریقین کو نوٹس جاری کیے گئے ہیں مذکورہ اراضی کے بارے میں اگر کسی شخص کو کوئی اعتراض ہو تو وہ پندرہ یوم کے اندر اندر دفتر ہذا میں اپنا تحریری اعتراض داخل کرے [434,185,535,375]
headline-bar [29,1116,89,1125]
article-number [754,697,772,710]
article-body: بصورت دیگر کسی بھی اعتراض پر غور نہیں کیا جائے گا اور کارروائی یکطرفہ عمل میں لائی جائے گی عدالت کے روبرو حاضر ہو کر اپنا موقف پیش کریں بصورت دیگر مقدمہ کی سماعت یکطرفہ کی جائے گی اشتہار ہذا بذریعہ اخبار شائع کیا جاتا ہے تاکہ عام اطلاع ہو جائے اور کسی کو کوئی عذر باقی نہ رہے کے حوالے سے عدالت عالیہ میں درخواست دائر کی گئی ہے جس پر سماعت کے دوران فریقین کو نوٹس جاری کیے گئے ہیں [114,140,215,246]
headline-bar [775,499,839,506]
article-block[interactable] [8,533,108,647]
headline-bar [242,545,302,554]
col-1 [750,24,861,1382]
imprint-role-1: چیف ایڈیٹر [826,1001,855,1009]
article-tagline: اعلان [92,721,108,730]
article-headline [541,376,641,389]
headline-bar [136,676,196,683]
article-block[interactable] [435,1133,535,1216]
article-number: 28 [328,749,346,762]
headline-bar [669,128,729,135]
article-headline [435,1037,535,1050]
article-number: 7 [648,216,666,229]
article-body: بصورت دیگر کسی بھی اعتراض پر غور نہیں کیا جائے گا اور کارروائی یکطرفہ عمل میں لائی جائے گی عدالت کے روبرو حاضر ہو کر اپنا موقف پیش کریں بصورت دیگر مقدمہ کی سماعت یکطرفہ کی جائے گی اشتہار ہذا بذریعہ اخبار شائع کیا جاتا ہے تاکہ عام اطلاع ہو جائے اور کسی کو کوئی عذر باقی نہ رہے [8,1243,108,1311]
article-number: 13 [541,376,559,389]
headline-bar [349,592,409,599]
article-tagline: اعلان [842,125,858,134]
imprint-role-2: ایڈیٹر [840,1009,855,1017]
article-body: بصورت دیگر کسی بھی اعتراض پر غور نہیں کیا جائے گا اور کارروائی یکطرفہ عمل میں لائی جائے گی عدالت کے روبرو حاضر ہو کر اپنا موقف پیش کریں بصورت دیگر مقدمہ کی سماعت یکطرفہ کی جائے گی اشتہار ہذا بذریعہ اخبار شائع کیا جاتا ہے تاکہ عام اطلاع ہو جائے اور کسی کو کوئی عذر باقی نہ رہے کے حوالے سے عدالت عالیہ میں درخواست دائر کی گئی ہے جس پر سماعت کے دوران فریقین کو نوٹس جاری کیے گئے ہیں مذکورہ اراضی کے بارے میں اگر کسی شخص کو کوئی اعتراض ہو تو وہ پندرہ یوم کے اندر اندر دفتر ہذا میں اپنا تحریری اعتراض داخل کرے بصورت دیگر کسی بھی اعتراض پر غور نہیں کیا جائے گا اور کارروائی یکطرفہ عمل میں لائی جائے گی [754,852,858,977]
article-block[interactable] [328,213,428,289]
article-block[interactable] [8,822,108,921]
article-number: 37 [115,125,133,138]
article-block[interactable] [754,381,858,493]
article-tagline: اعلان [412,218,428,227]
article-number: 3 [754,384,772,397]
article-tagline: اعلان [305,545,321,554]
article-body: کے حوالے سے عدالت عالیہ میں درخواست دائر کی گئی ہے جس پر سماعت کے دوران فریقین کو نوٹس جاری کیے گئے ہیں مذکورہ اراضی کے بارے میں اگر کسی شخص کو کوئی اعتراض ہو تو وہ پندرہ یوم کے اندر اندر دفتر ہذا میں اپنا تحریری اعتراض داخل کرے بصورت دیگر کسی بھی اعتراض پر غور نہیں کیا جائے گا اور کارروائی یکطرفہ عمل میں لائی جائے گی [221,26,321,102]
article-body: مذکورہ اراضی کے بارے میں اگر کسی شخص کو کوئی اعتراض ہو تو وہ پندرہ یوم کے اندر اندر دفتر ہذا میں اپنا تحریری اعتراض داخل کرے بصورت دیگر کسی بھی اعتراض پر غور نہیں کیا جائے گا اور کارروائی یکطرفہ عمل میں لائی جائے گی عدالت کے روبرو حاضر ہو کر اپنا موقف پیش کریں بصورت دیگر مقدمہ کی سماعت یکطرفہ کی جائے گی اشتہار ہذا بذریعہ اخبار شائع کیا جاتا ہے تاکہ عام اطلاع ہو جائے اور کسی کو کوئی عذر باقی نہ رہے کے حوالے سے عدالت عالیہ میں درخواست دائر کی گئی ہے جس پر سماعت کے دوران فریقین کو نوٹس جاری کیے گئے ہیں مذکورہ اراضی کے بارے میں اگر کسی شخص کو کوئی اعتراض ہو تو وہ پندرہ یوم کے اندر اندر دفتر ہذا میں اپنا تحریری اعتراض داخل کرے بصورت دیگر کسی بھی اعتراض پر غور نہیں کیا جائے گا اور کارروائی یکطرفہ عمل میں لائی جائے گی [754,137,858,292]
article-headline [754,384,858,397]
article-tagline: اعلان [625,728,641,737]
article-block[interactable] [541,373,641,563]
headline-bar [29,227,89,234]
article-number: 43 [8,80,26,93]
article-body: مذکورہ اراضی کے بارے میں اگر کسی شخص کو کوئی اعتراض ہو تو وہ پندرہ یوم کے اندر اندر دفتر ہذا میں اپنا تحریری اعتراض داخل کرے بصورت دیگر کسی بھی اعتراض پر غور نہیں کیا جائے گا اور کارروائی یکطرفہ عمل میں لائی جائے گی عدالت کے روبرو حاضر ہو کر اپنا موقف پیش کریں بصورت دیگر مقدمہ کی سماعت یکطرفہ کی جائے گی اشتہار ہذا بذریعہ اخبار شائع کیا جاتا ہے تاکہ عام اطلاع ہو جائے اور کسی کو کوئی عذر باقی نہ رہے کے حوالے سے عدالت عالیہ میں درخواست دائر کی گئی ہے جس پر سماعت کے دوران فریقین کو نوٹس جاری کیے گئے ہیں [541,581,641,718]
article-number: 27 [328,589,346,602]
article-headline [541,277,641,290]
article-body: مذکورہ اراضی کے بارے میں اگر کسی شخص کو کوئی اعتراض ہو تو وہ پندرہ یوم کے اندر اندر دفتر ہذا میں اپنا تحریری اعتراض داخل کرے بصورت دیگر کسی بھی اعتراض پر غور نہیں کیا جائے گا اور کارروائی یکطرفہ عمل میں لائی جائے گی عدالت کے روبرو حاضر ہو کر اپنا موقف پیش کریں بصورت دیگر مقدمہ کی سماعت یکطرفہ کی جائے گی اشتہار ہذا بذریعہ اخبار شائع کیا جاتا ہے تاکہ عام اطلاع ہو جائے اور کسی کو کوئی عذر باقی نہ رہے [114,26,215,117]
imprint-name-2: حافظ محمد اشرف [757,1009,809,1017]
article-block[interactable] [115,122,215,251]
article-number: 33 [221,612,239,625]
article-block[interactable] [648,396,748,541]
